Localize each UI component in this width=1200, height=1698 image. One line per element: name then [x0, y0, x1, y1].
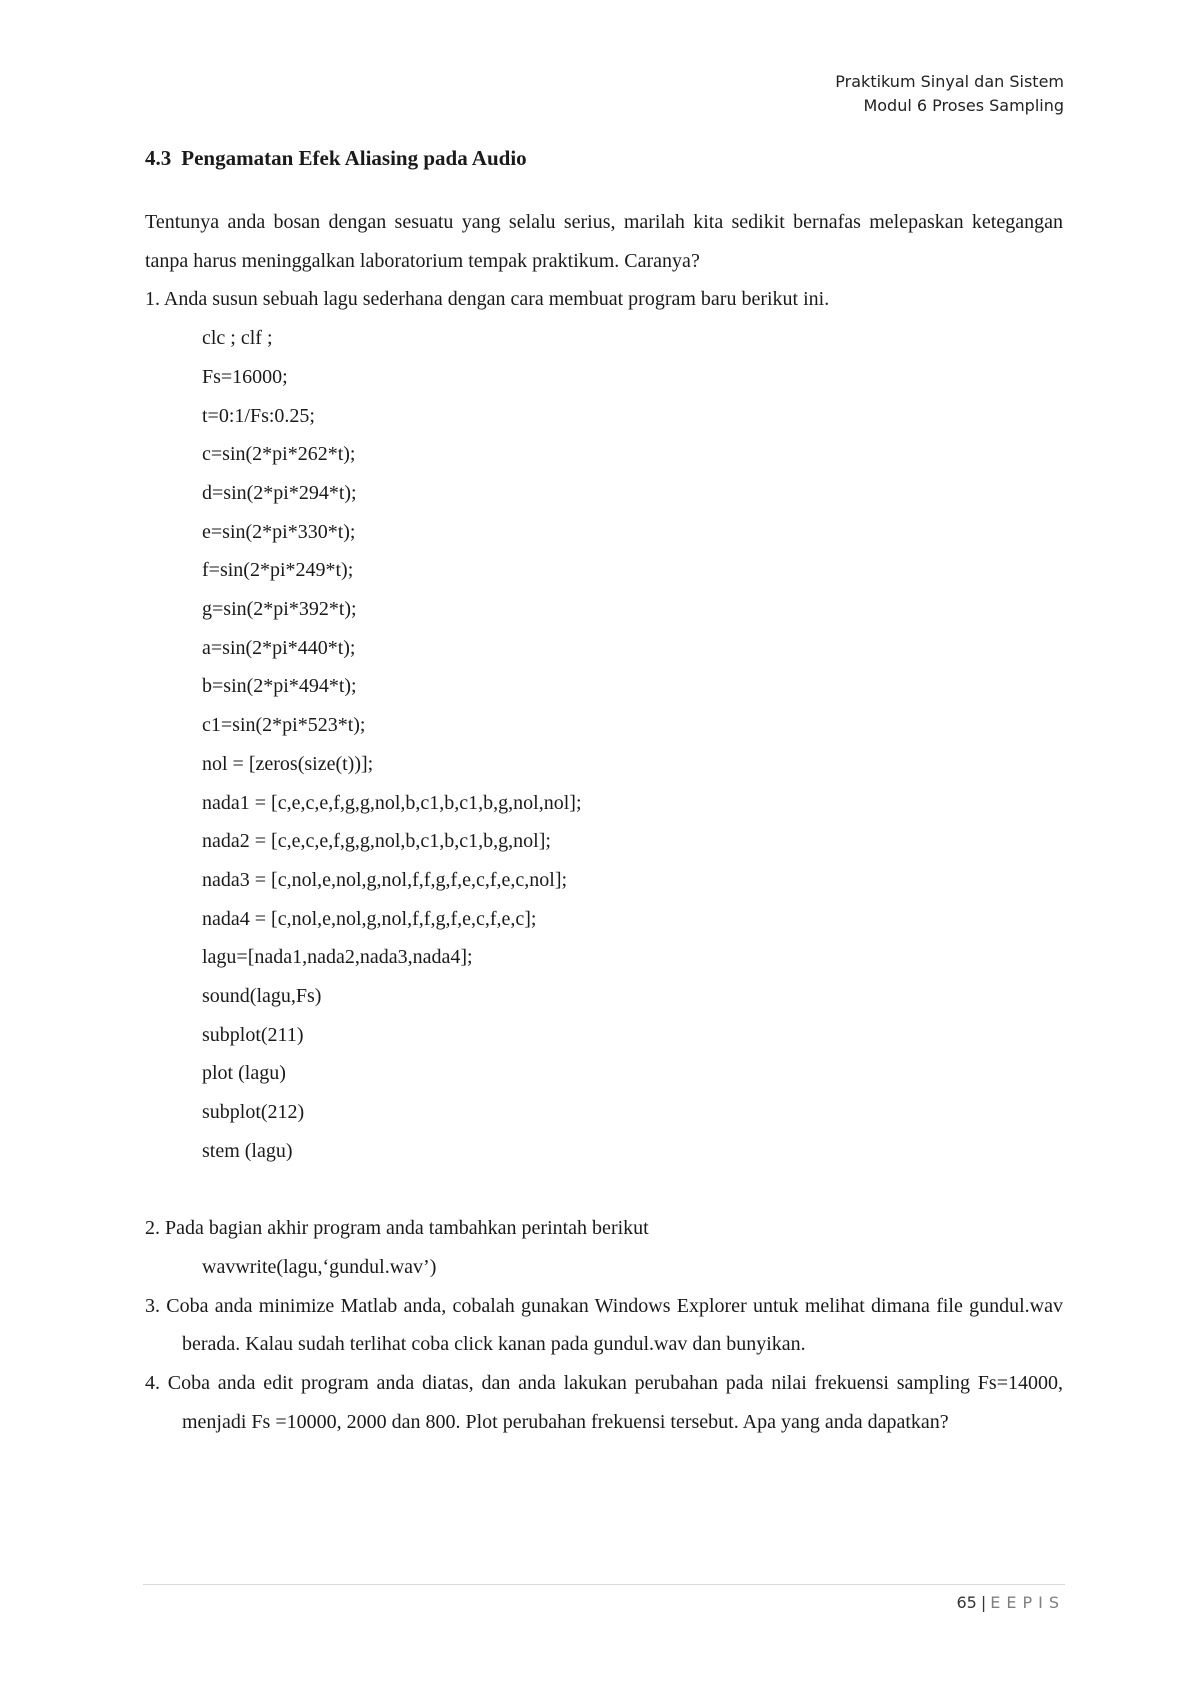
header-module-title: Modul 6 Proses Sampling	[863, 96, 1064, 115]
code-line: subplot(211)	[202, 1023, 304, 1046]
page-number: 65	[956, 1593, 977, 1612]
code-line: nada2 = [c,e,c,e,f,g,g,nol,b,c1,b,c1,b,g,nol];	[202, 830, 551, 853]
page-footer	[957, 1593, 1066, 1612]
code-line: e=sin(2*pi*330*t);	[202, 520, 356, 543]
section-heading	[145, 146, 527, 171]
section-number: 4.3	[145, 146, 172, 170]
code-line: nada4 = [c,nol,e,nol,g,nol,f,f,g,f,e,c,f,e,c];	[202, 907, 537, 930]
code-line: nada1 = [c,e,c,e,f,g,g,nol,b,c1,b,c1,b,g,nol,nol];	[202, 791, 582, 814]
code-line: c1=sin(2*pi*523*t);	[202, 714, 366, 737]
code-line: sound(lagu,Fs)	[202, 985, 322, 1008]
code-line: plot (lagu)	[202, 1062, 286, 1085]
section-title: Pengamatan Efek Aliasing pada Audio	[181, 146, 527, 170]
code-line: d=sin(2*pi*294*t);	[202, 481, 357, 504]
code-listing	[145, 319, 1063, 1170]
code-line: t=0:1/Fs:0.25;	[202, 404, 315, 427]
step-4: 4. Coba anda edit program anda diatas, dan anda lakukan perubahan pada nilai frekuensi sampling Fs=14000, menjadi Fs =10000, 2000 dan 800. Plot perubahan frekuensi tersebut. Apa yang anda dapatkan?	[145, 1372, 1063, 1433]
code-line: f=sin(2*pi*249*t);	[202, 559, 354, 582]
body-content	[145, 203, 1063, 1441]
step-2-command: wavwrite(lagu,‘gundul.wav’)	[202, 1255, 437, 1278]
code-line: a=sin(2*pi*440*t);	[202, 636, 356, 659]
code-line: nol = [zeros(size(t))];	[202, 752, 374, 775]
code-line: c=sin(2*pi*262*t);	[202, 443, 356, 466]
header-course-title: Praktikum Sinyal dan Sistem	[835, 72, 1064, 91]
code-line: nada3 = [c,nol,e,nol,g,nol,f,f,g,f,e,c,f,e,c,nol];	[202, 868, 568, 891]
blank-line	[145, 1171, 1063, 1210]
code-line: b=sin(2*pi*494*t);	[202, 675, 357, 698]
code-line: clc ; clf ;	[202, 327, 273, 350]
code-line: subplot(212)	[202, 1101, 305, 1124]
footer-separator: |	[980, 1593, 987, 1612]
step-2: 2. Pada bagian akhir program anda tambahkan perintah berikut	[145, 1217, 649, 1240]
intro-paragraph: Tentunya anda bosan dengan sesuatu yang selalu serius, marilah kita sedikit bernafas melepaskan ketegangan tanpa harus meninggalkan laboratorium tempak praktikum. Caranya?	[145, 211, 1063, 272]
running-header	[835, 70, 1064, 118]
footer-divider	[143, 1584, 1065, 1585]
code-line: lagu=[nada1,nada2,nada3,nada4];	[202, 946, 473, 969]
step-1: 1. Anda susun sebuah lagu sederhana dengan cara membuat program baru berikut ini.	[145, 288, 830, 311]
footer-org: EEPIS	[990, 1593, 1065, 1612]
step-3: 3. Coba anda minimize Matlab anda, cobalah gunakan Windows Explorer untuk melihat dimana file gundul.wav berada. Kalau sudah terlihat coba click kanan pada gundul.wav dan bunyikan.	[145, 1294, 1063, 1356]
code-line: g=sin(2*pi*392*t);	[202, 598, 357, 621]
code-line: Fs=16000;	[202, 365, 288, 388]
code-line: stem (lagu)	[202, 1139, 293, 1162]
